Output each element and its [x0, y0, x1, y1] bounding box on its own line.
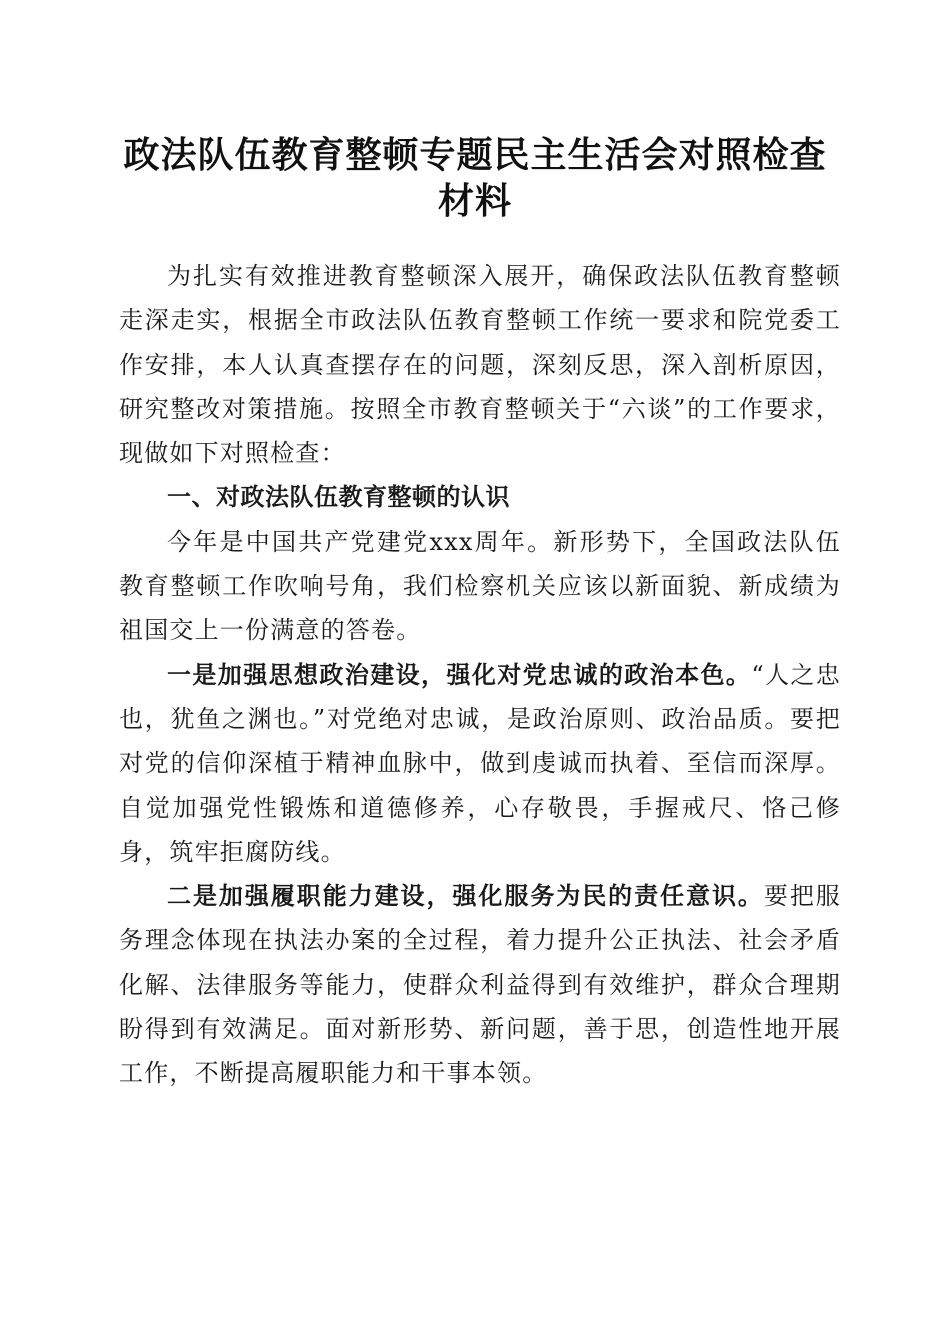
point1-lead: 一是加强思想政治建设，强化对党忠诚的政治本色。 [167, 659, 752, 689]
document-body [119, 254, 841, 1096]
document-title: 政法队伍教育整顿专题民主生活会对照检查材料 [123, 134, 827, 222]
intro-paragraph: 为扎实有效推进教育整顿深入展开，确保政法队伍教育整顿走深走实，根据全市政法队伍教育整顿工作统一要求和院党委工作安排，本人认真查摆存在的问题，深刻反思，深入剖析原因，研究整改对策措施。按照全市教育整顿关于“六谈”的工作要求，现做如下对照检查： [119, 262, 841, 468]
section-heading-1: 一、对政法队伍教育整顿的认识 [167, 483, 510, 512]
point1-paragraph [119, 653, 841, 874]
point2-lead: 二是加强履职能力建设，强化服务为民的责任意识。 [167, 881, 764, 911]
point1-body: “人之忠也，犹鱼之渊也。”对党绝对忠诚，是政治原则、政治品质。要把对党的信仰深植于精神血脉中，做到虔诚而执着、至信而深厚。自觉加强党性锻炼和道德修养，心存敬畏，手握戒尺、恪己修身，筑牢拒腐防线。 [119, 660, 841, 866]
point2-paragraph [119, 874, 841, 1095]
point2-body: 要把服务理念体现在执法办案的全过程，着力提升公正执法、社会矛盾化解、法律服务等能力，使群众利益得到有效维护，群众合理期盼得到有效满足。面对新形势、新问题，善于思，创造性地开展工作，不断提高履职能力和干事本领。 [119, 882, 841, 1088]
section1-paragraph: 今年是中国共产党建党xxx周年。新形势下，全国政法队伍教育整顿工作吹响号角，我们检察机关应该以新面貌、新成绩为祖国交上一份满意的答卷。 [119, 527, 841, 645]
